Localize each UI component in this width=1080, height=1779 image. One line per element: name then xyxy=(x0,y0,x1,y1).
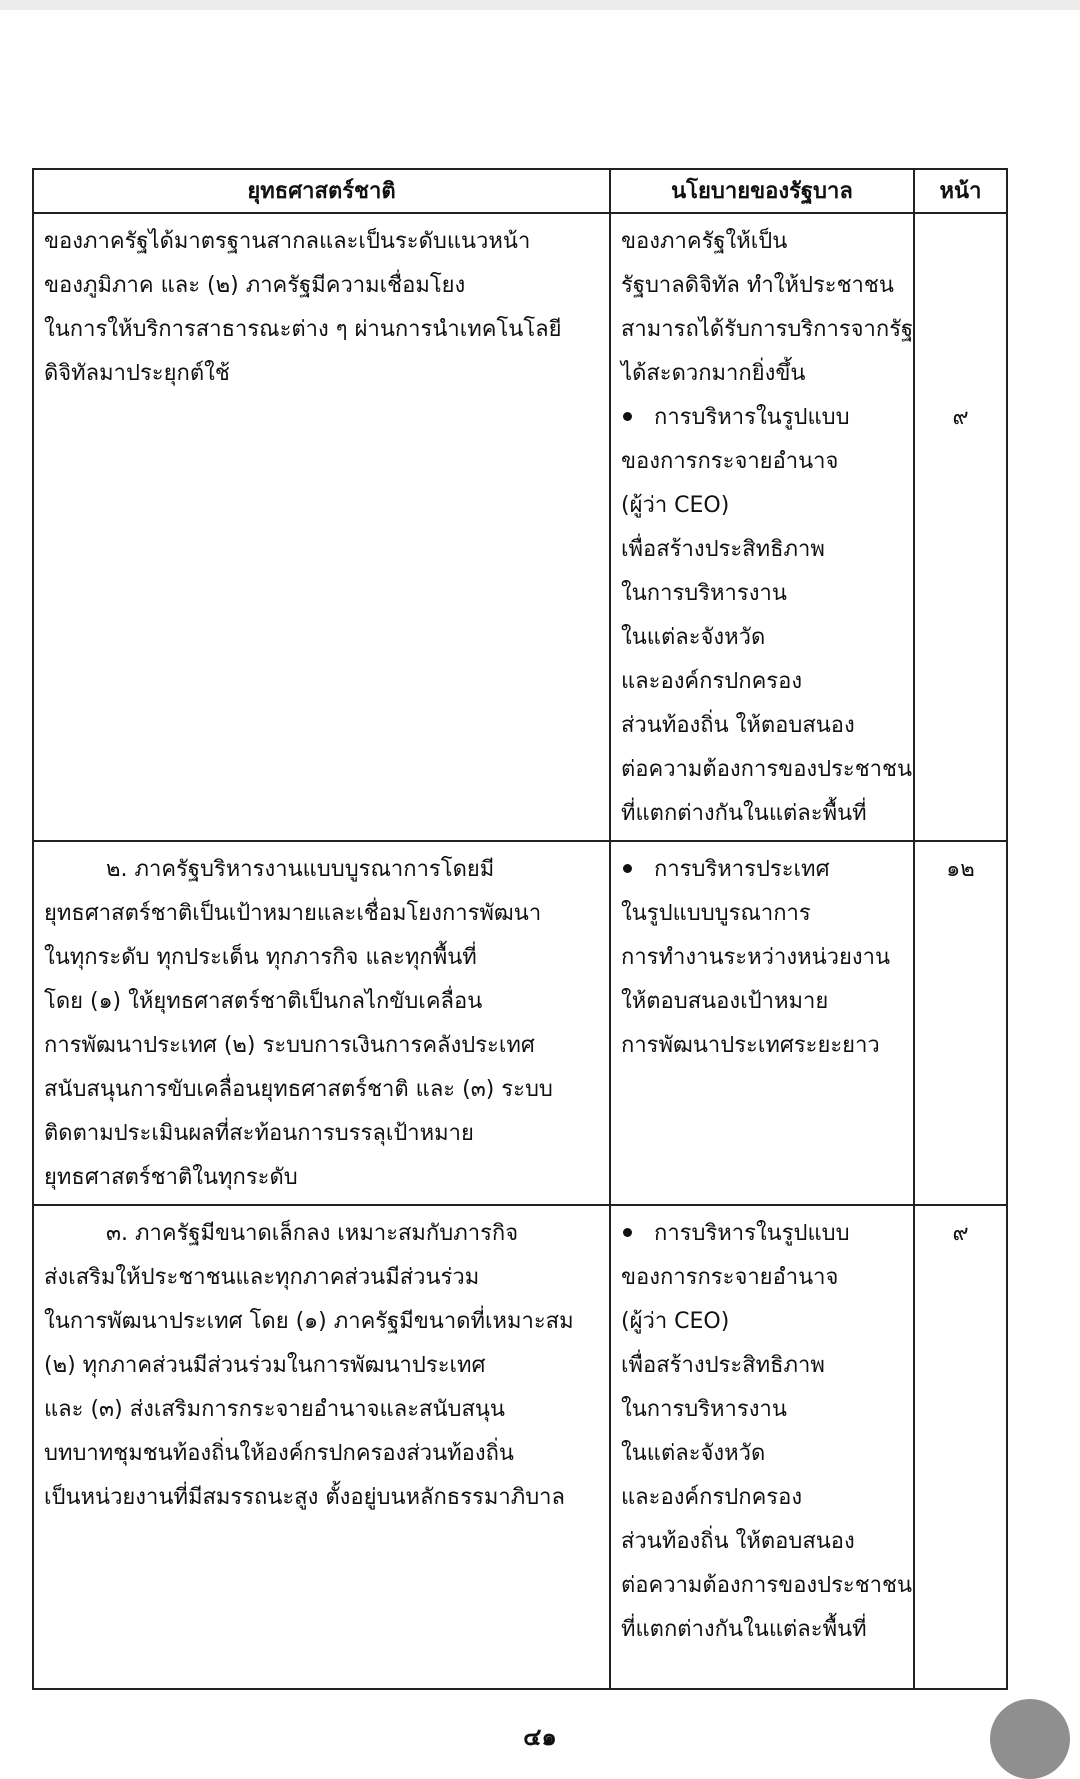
strategy-line: ของภูมิภาค และ (๒) ภาครัฐมีความเชื่อมโยง xyxy=(44,273,466,298)
table-row xyxy=(33,1205,1007,1689)
strategy-line: ในทุกระดับ ทุกประเด็น ทุกภารกิจ และทุกพื้นที่ xyxy=(44,945,477,970)
strategy-line: ดิจิทัลมาประยุกต์ใช้ xyxy=(44,361,230,386)
page-number: ๔๑ xyxy=(523,1723,557,1751)
policy-line: ของการกระจายอำนาจ xyxy=(621,449,839,474)
strategy-line: บทบาทชุมชนท้องถิ่นให้องค์กรปกครองส่วนท้องถิ่น xyxy=(44,1441,514,1466)
strategy-cell xyxy=(33,841,610,1205)
top-status-strip xyxy=(0,0,1080,10)
policy-line: ในแต่ละจังหวัด xyxy=(621,625,766,650)
bullet-icon xyxy=(623,864,632,873)
strategy-line: การพัฒนาประเทศ (๒) ระบบการเงินการคลังประเทศ xyxy=(44,1033,535,1058)
policy-line: ในการบริหารงาน xyxy=(621,1397,787,1422)
strategy-cell xyxy=(33,1205,610,1689)
policy-line: ที่แตกต่างกันในแต่ละพื้นที่ xyxy=(621,801,867,826)
page-cell xyxy=(914,213,1007,841)
policy-cell xyxy=(610,841,914,1205)
policy-line: ให้ตอบสนองเป้าหมาย xyxy=(621,989,829,1014)
header-page: หน้า xyxy=(914,169,1007,213)
policy-line: ของภาครัฐให้เป็น xyxy=(621,229,788,254)
policy-line: ในการบริหารงาน xyxy=(621,581,787,606)
page-reference: ๙ xyxy=(952,1221,969,1246)
strategy-line: โดย (๑) ให้ยุทธศาสตร์ชาติเป็นกลไกขับเคลื่อน xyxy=(44,989,483,1014)
strategy-line: และ (๓) ส่งเสริมการกระจายอำนาจและสนับสนุน xyxy=(44,1397,505,1422)
bullet-icon xyxy=(623,1228,632,1237)
strategy-line: ในการให้บริการสาธารณะต่าง ๆ ผ่านการนำเทคโนโลยี xyxy=(44,317,562,342)
policy-line: ของการกระจายอำนาจ xyxy=(621,1265,839,1290)
policy-cell xyxy=(610,213,914,841)
strategy-line: สนับสนุนการขับเคลื่อนยุทธศาสตร์ชาติ และ (๓) ระบบ xyxy=(44,1077,553,1102)
floating-action-button[interactable] xyxy=(990,1699,1070,1779)
page-reference: ๑๒ xyxy=(946,857,975,882)
policy-line: เพื่อสร้างประสิทธิภาพ xyxy=(621,1353,825,1378)
policy-line: การทำงานระหว่างหน่วยงาน xyxy=(621,945,890,970)
policy-line: ที่แตกต่างกันในแต่ละพื้นที่ xyxy=(621,1617,867,1642)
strategy-line: ในการพัฒนาประเทศ โดย (๑) ภาครัฐมีขนาดที่เหมาะสม xyxy=(44,1309,574,1334)
policy-line: รัฐบาลดิจิทัล ทำให้ประชาชน xyxy=(621,273,894,298)
strategy-line: ส่งเสริมให้ประชาชนและทุกภาคส่วนมีส่วนร่วม xyxy=(44,1265,480,1290)
page-cell xyxy=(914,841,1007,1205)
policy-bullet-item xyxy=(621,396,903,440)
strategy-line: (๒) ทุกภาคส่วนมีส่วนร่วมในการพัฒนาประเทศ xyxy=(44,1353,486,1378)
strategy-line: ของภาครัฐได้มาตรฐานสากลและเป็นระดับแนวหน้า xyxy=(44,229,531,254)
policy-line: ในแต่ละจังหวัด xyxy=(621,1441,766,1466)
policy-cell xyxy=(610,1205,914,1689)
strategy-cell xyxy=(33,213,610,841)
policy-line: การพัฒนาประเทศระยะยาว xyxy=(621,1033,880,1058)
policy-line: (ผู้ว่า CEO) xyxy=(621,493,730,518)
header-national-strategy: ยุทธศาสตร์ชาติ xyxy=(33,169,610,213)
strategy-line: ยุทธศาสตร์ชาติในทุกระดับ xyxy=(44,1165,298,1190)
policy-line: สามารถได้รับการบริการจากรัฐ xyxy=(621,317,914,342)
page-cell xyxy=(914,1205,1007,1689)
policy-bullet-item xyxy=(621,848,903,892)
table-row xyxy=(33,841,1007,1205)
policy-bullet-text: การบริหารในรูปแบบ xyxy=(654,1221,850,1246)
policy-line: ส่วนท้องถิ่น ให้ตอบสนอง xyxy=(621,713,855,738)
strategy-line: ติดตามประเมินผลที่สะท้อนการบรรลุเป้าหมาย xyxy=(44,1121,474,1146)
policy-line: ต่อความต้องการของประชาชน xyxy=(621,757,913,782)
table-row xyxy=(33,213,1007,841)
policy-line: ต่อความต้องการของประชาชน xyxy=(621,1573,913,1598)
policy-line: ในรูปแบบบูรณาการ xyxy=(621,901,811,926)
policy-line: ได้สะดวกมากยิ่งขึ้น xyxy=(621,361,806,386)
strategy-line: เป็นหน่วยงานที่มีสมรรถนะสูง ตั้งอยู่บนหลักธรรมาภิบาล xyxy=(44,1485,566,1510)
strategy-line: ยุทธศาสตร์ชาติเป็นเป้าหมายและเชื่อมโยงการพัฒนา xyxy=(44,901,542,926)
policy-bullet-item xyxy=(621,1212,903,1256)
strategy-line: ๒. ภาครัฐบริหารงานแบบบูรณาการโดยมี xyxy=(106,857,495,882)
policy-bullet-text: การบริหารประเทศ xyxy=(654,857,830,882)
policy-line: (ผู้ว่า CEO) xyxy=(621,1309,730,1334)
policy-line: ส่วนท้องถิ่น ให้ตอบสนอง xyxy=(621,1529,855,1554)
policy-line: และองค์กรปกครอง xyxy=(621,669,803,694)
strategy-line: ๓. ภาครัฐมีขนาดเล็กลง เหมาะสมกับภารกิจ xyxy=(106,1221,519,1246)
page-reference: ๙ xyxy=(952,405,969,430)
bullet-icon xyxy=(623,412,632,421)
header-government-policy: นโยบายของรัฐบาล xyxy=(610,169,914,213)
policy-line: และองค์กรปกครอง xyxy=(621,1485,803,1510)
policy-line: เพื่อสร้างประสิทธิภาพ xyxy=(621,537,825,562)
policy-bullet-text: การบริหารในรูปแบบ xyxy=(654,405,850,430)
table-header-row xyxy=(33,169,1007,213)
strategy-policy-table xyxy=(32,168,1008,1690)
